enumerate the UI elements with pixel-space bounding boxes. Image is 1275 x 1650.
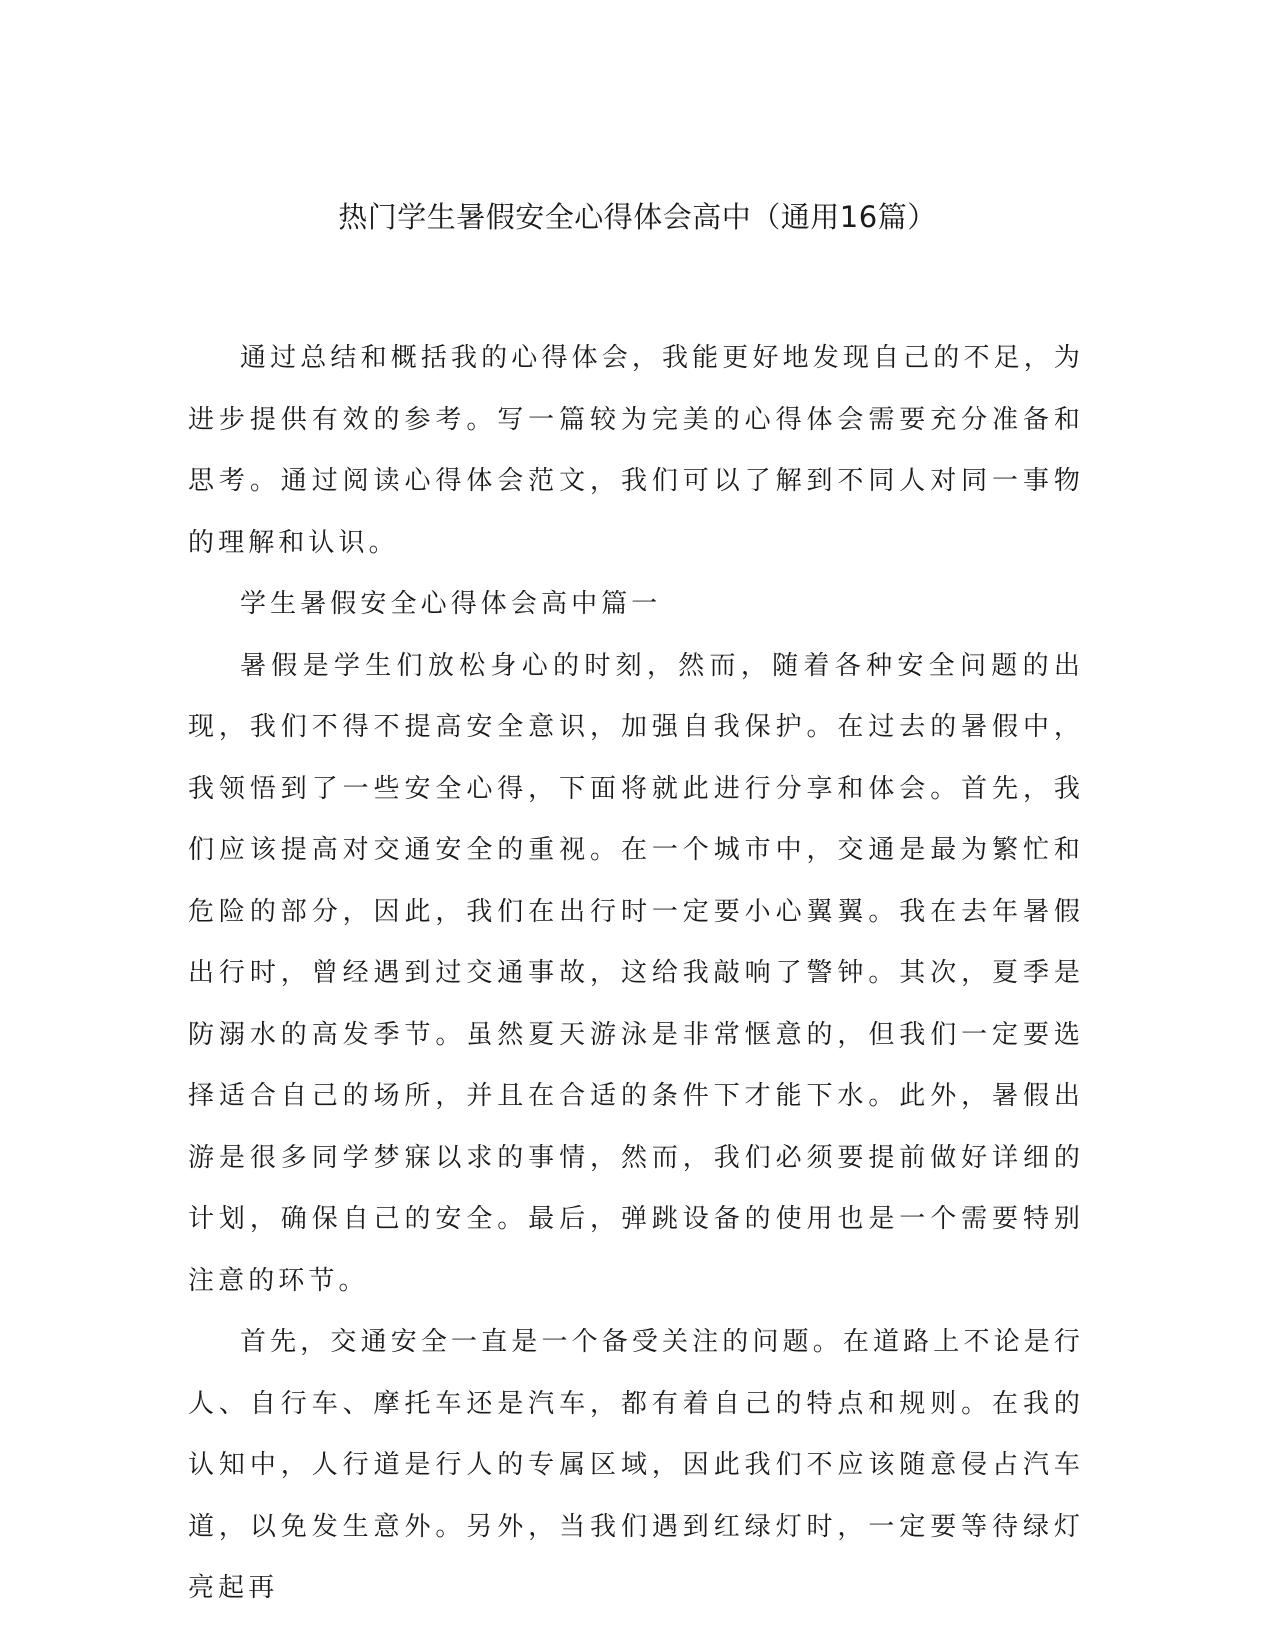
paragraph-1: 暑假是学生们放松身心的时刻，然而，随着各种安全问题的出现，我们不得不提高安全意识，加强自我保护。在过去的暑假中，我领悟到了一些安全心得，下面将就此进行分享和体会。首先，我们应该提高对交通安全的重视。在一个城市中，交通是最为繁忙和危险的部分，因此，我们在出行时一定要小心翼翼。我在去年暑假出行时，曾经遇到过交通事故，这给我敲响了警钟。其次，夏季是防溺水的高发季节。虽然夏天游泳是非常惬意的，但我们一定要选择适合自己的场所，并且在合适的条件下才能下水。此外，暑假出游是很多同学梦寐以求的事情，然而，我们必须要提前做好详细的计划，确保自己的安全。最后，弹跳设备的使用也是一个需要特别注意的环节。: [188, 650, 1084, 1296]
section-heading: 学生暑假安全心得体会高中篇一: [240, 589, 662, 619]
document-title: 热门学生暑假安全心得体会高中（通用16篇）: [338, 200, 937, 234]
paragraph-2: 首先，交通安全一直是一个备受关注的问题。在道路上不论是行人、自行车、摩托车还是汽车，都有着自己的特点和规则。在我的认知中，人行道是行人的专属区域，因此我们不应该随意侵占汽车道，以免发生意外。另外，当我们遇到红绿灯时，一定要等待绿灯亮起再: [188, 1327, 1084, 1603]
paragraph-intro: 通过总结和概括我的心得体会，我能更好地发现自己的不足，为进步提供有效的参考。写一篇较为完美的心得体会需要充分准备和思考。通过阅读心得体会范文，我们可以了解到不同人对同一事物的理解和认识。: [188, 343, 1084, 558]
document-body: [188, 328, 1084, 1620]
